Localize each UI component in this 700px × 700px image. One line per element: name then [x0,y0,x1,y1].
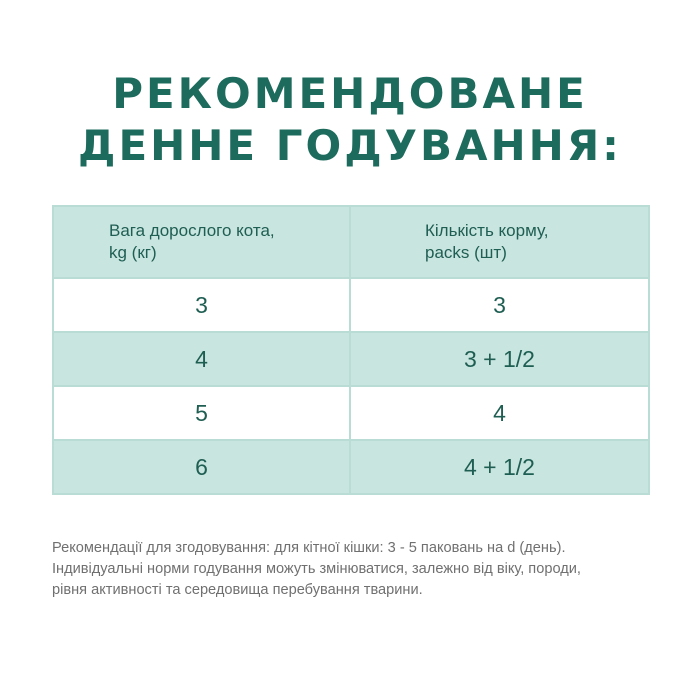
note-line-3: рівня активності та середовища перебування тварини. [52,581,423,598]
note-line-2: Індивідуальні норми годування можуть змінюватися, залежно від віку, породи, [52,560,581,577]
amount-cell: 3 + 1/2 [350,332,649,386]
feeding-note [52,538,672,601]
table-header-row [53,206,649,278]
weight-cell: 4 [53,332,350,386]
table-row [53,386,649,440]
header-amount-line-2: packs (шт) [425,243,507,262]
feeding-table [52,205,650,495]
table-row [53,440,649,494]
table-row [53,278,649,332]
header-weight [53,206,350,278]
weight-cell: 3 [53,278,350,332]
header-weight-line-1: Вага дорослого кота, [109,221,275,240]
weight-cell: 5 [53,386,350,440]
title-line-2: ДЕННЕ ГОДУВАННЯ: [78,121,622,171]
amount-cell: 4 + 1/2 [350,440,649,494]
page-title [0,68,700,172]
note-line-1: Рекомендації для згодовування: для кітної кішки: 3 - 5 паковань на d (день). [52,539,566,556]
weight-cell: 6 [53,440,350,494]
header-amount [350,206,649,278]
table-row [53,332,649,386]
title-line-1: РЕКОМЕНДОВАНЕ [112,69,588,119]
amount-cell: 3 [350,278,649,332]
header-amount-line-1: Кількість корму, [425,221,549,240]
header-weight-line-2: kg (кг) [109,243,157,262]
amount-cell: 4 [350,386,649,440]
